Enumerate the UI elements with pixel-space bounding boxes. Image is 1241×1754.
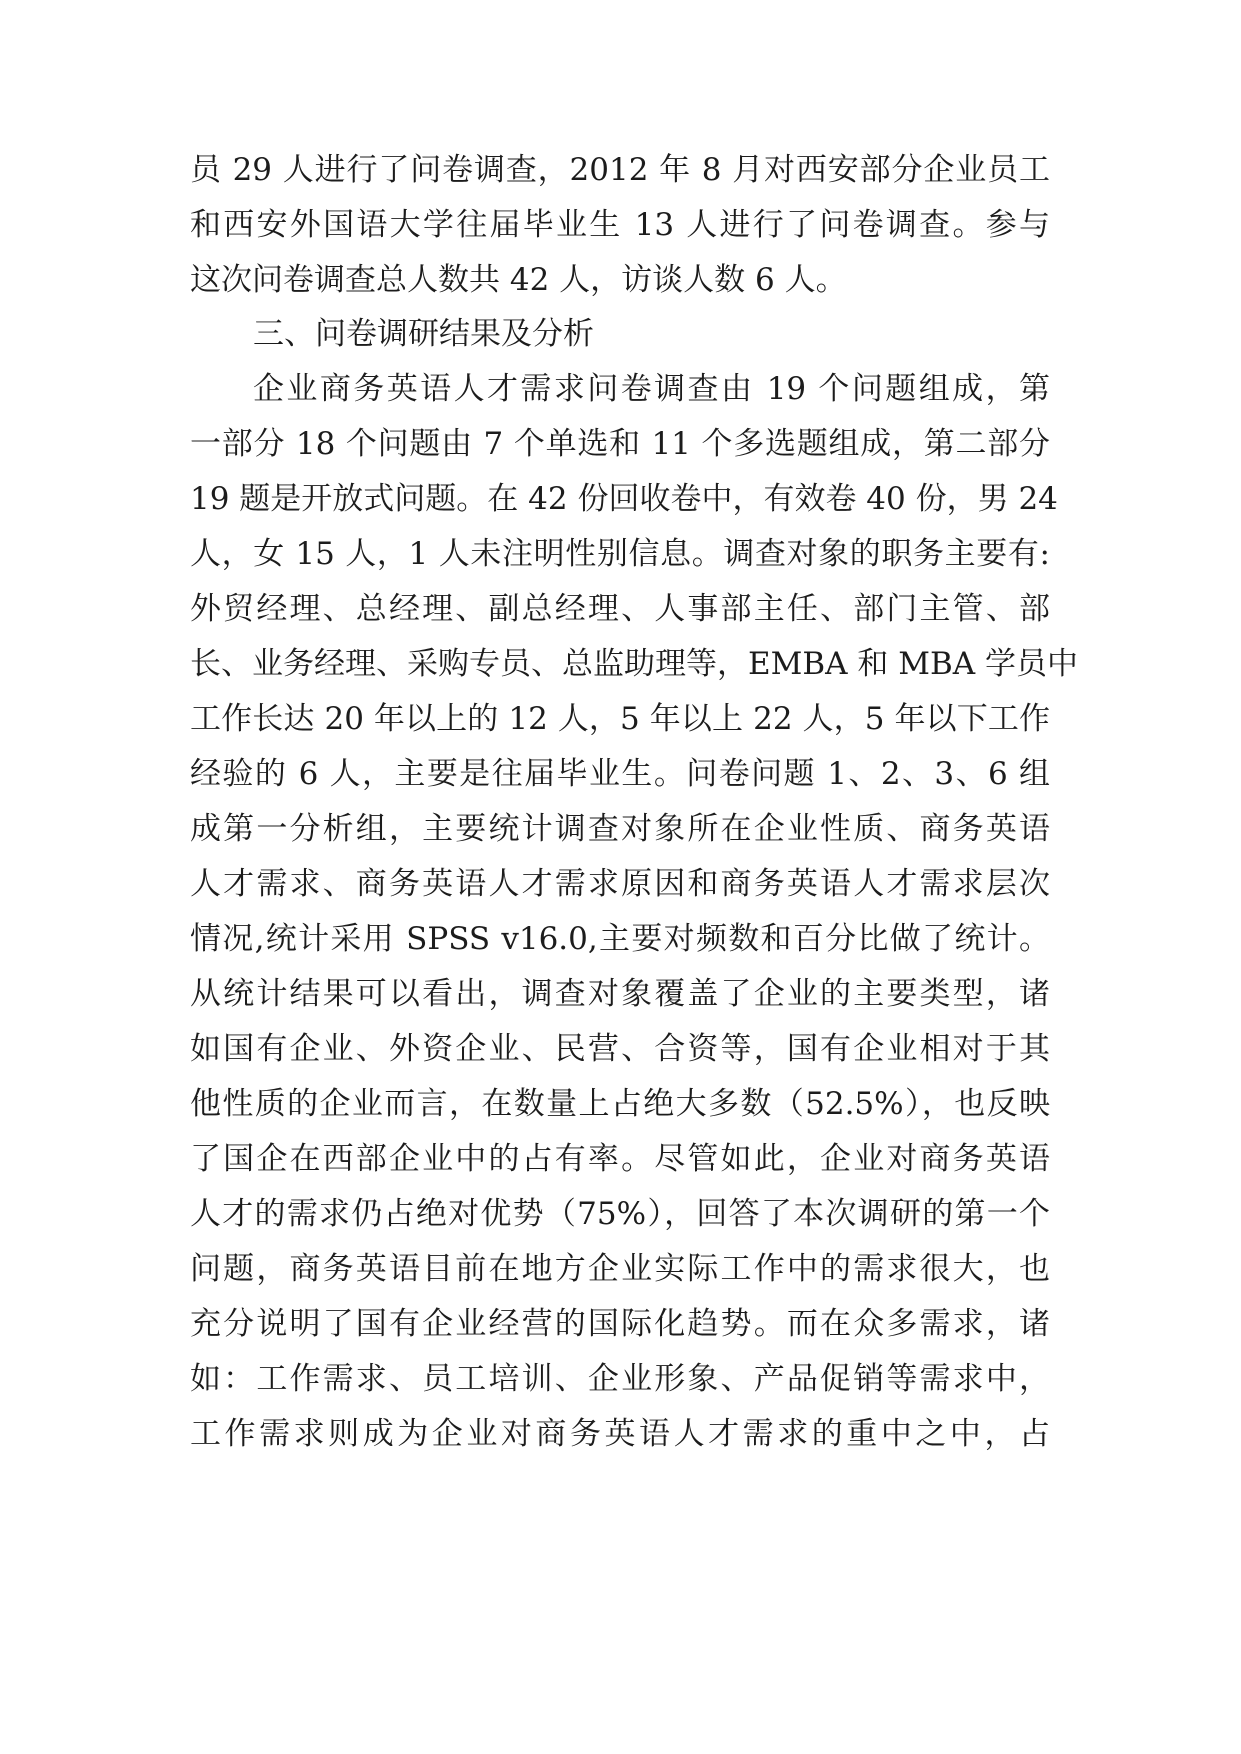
text-line: 工作需求则成为企业对商务英语人才需求的重中之中，占	[190, 1416, 1050, 1452]
section-heading: 三、问卷调研结果及分析	[253, 316, 594, 352]
text-line: 人，女 15 人，1 人未注明性别信息。调查对象的职务主要有:	[190, 536, 1050, 572]
text-line: 问题，商务英语目前在地方企业实际工作中的需求很大，也	[190, 1251, 1050, 1287]
text-line: 成第一分析组，主要统计调查对象所在企业性质、商务英语	[190, 811, 1050, 847]
text-line: 经验的 6 人，主要是往届毕业生。问卷问题 1、2、3、6 组	[190, 756, 1050, 792]
text-line: 人才需求、商务英语人才需求原因和商务英语人才需求层次	[190, 866, 1050, 902]
text-line: 19 题是开放式问题。在 42 份回收卷中，有效卷 40 份，男 24	[190, 481, 1058, 517]
text-line: 情况,统计采用 SPSS v16.0,主要对频数和百分比做了统计。	[190, 921, 1050, 957]
text-line: 了国企在西部企业中的占有率。尽管如此，企业对商务英语	[190, 1141, 1050, 1177]
text-line: 如：工作需求、员工培训、企业形象、产品促销等需求中，	[190, 1361, 1050, 1397]
text-line: 如国有企业、外资企业、民营、合资等，国有企业相对于其	[190, 1031, 1050, 1067]
text-line: 外贸经理、总经理、副总经理、人事部主任、部门主管、部	[190, 591, 1050, 627]
text-line: 人才的需求仍占绝对优势（75%），回答了本次调研的第一个	[190, 1196, 1050, 1232]
text-line: 他性质的企业而言，在数量上占绝大多数（52.5%），也反映	[190, 1086, 1050, 1122]
text-line: 长、业务经理、采购专员、总监助理等，EMBA 和 MBA 学员中	[190, 646, 1079, 682]
text-line: 企业商务英语人才需求问卷调查由 19 个问题组成，第	[253, 371, 1050, 407]
text-line: 员 29 人进行了问卷调查，2012 年 8 月对西安部分企业员工	[190, 152, 1050, 188]
text-line: 从统计结果可以看出，调查对象覆盖了企业的主要类型，诸	[190, 976, 1050, 1012]
text-line: 和西安外国语大学往届毕业生 13 人进行了问卷调查。参与	[190, 207, 1050, 243]
text-line: 一部分 18 个问题由 7 个单选和 11 个多选题组成，第二部分	[190, 426, 1050, 462]
text-line: 充分说明了国有企业经营的国际化趋势。而在众多需求，诸	[190, 1306, 1050, 1342]
text-line: 这次问卷调查总人数共 42 人，访谈人数 6 人。	[190, 262, 847, 298]
text-line: 工作长达 20 年以上的 12 人，5 年以上 22 人，5 年以下工作	[190, 701, 1050, 737]
